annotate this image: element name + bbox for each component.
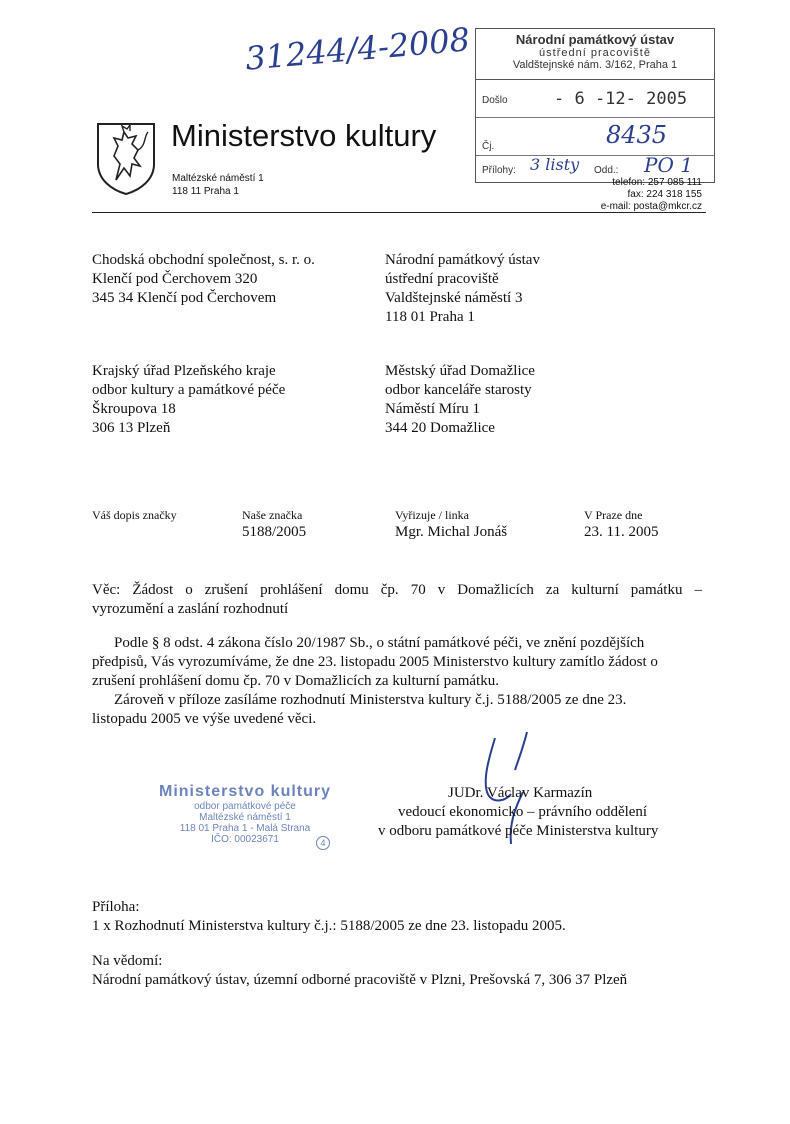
office-stamp-title: Ministerstvo kultury (158, 783, 332, 800)
ministry-address-line: 118 11 Praha 1 (172, 186, 239, 197)
ministry-name: Ministerstvo kultury (171, 118, 437, 153)
contact-email: e-mail: posta@mkcr.cz (600, 201, 702, 212)
addressee-2 (385, 251, 540, 327)
address-line: 345 34 Klenčí pod Čerchovem (92, 290, 277, 306)
subject (92, 581, 702, 619)
signatory-name: JUDr. Václav Karmazín (448, 785, 593, 801)
addressee-1 (92, 251, 315, 308)
contact-fax: fax: 224 318 155 (627, 189, 702, 200)
stamp-received-label: Došlo (482, 95, 508, 106)
stamp-cj-label: Čj. (482, 141, 495, 152)
office-stamp-line: odbor památkové péče (194, 801, 296, 812)
stamp-cj-value: 8435 (606, 121, 668, 149)
ref-your-label: Váš dopis značky (92, 508, 177, 522)
notice-label: Na vědomí: (92, 953, 163, 969)
contact-phone: telefon: 257 085 111 (612, 177, 702, 188)
stamp-attachments-label: Přílohy: (482, 165, 516, 176)
address-line: odbor kultury a památkové péče (92, 382, 286, 398)
receipt-stamp (475, 28, 715, 183)
address-line: Náměstí Míru 1 (385, 401, 480, 417)
stamp-attachments-value: 3 listy (530, 155, 580, 174)
body-paragraph-1 (92, 634, 702, 691)
body-line: zrušení prohlášení domu čp. 70 v Domažlicích za kulturní památku. (92, 673, 499, 689)
office-stamp-line: Maltézské náměstí 1 (199, 812, 291, 823)
body-line: Zároveň v příloze zasíláme rozhodnutí Ministerstva kultury č.j. 5188/2005 ze dne 23. (114, 692, 627, 708)
address-line: Krajský úřad Plzeňského kraje (92, 363, 276, 379)
attachment-text: 1 x Rozhodnutí Ministerstva kultury č.j.: 5188/2005 ze dne 23. listopadu 2005. (92, 918, 566, 934)
ref-date-value: 23. 11. 2005 (584, 524, 659, 540)
body-line: listopadu 2005 ve výše uvedené věci. (92, 711, 317, 727)
attachment-label: Příloha: (92, 899, 140, 915)
office-stamp-number: 4 (316, 836, 330, 850)
body-line: předpisů, Vás vyrozumíváme, že dne 23. listopadu 2005 Ministerstvo kultury zamítlo žádost o (92, 654, 658, 670)
ministry-address (172, 172, 264, 198)
ref-date-label: V Praze dne (584, 508, 643, 522)
stamp-odd-value: PO 1 (644, 153, 693, 177)
office-stamp-line: IČO: 00023671 (211, 834, 279, 845)
body-paragraph-2 (92, 691, 702, 729)
addressee-3 (92, 362, 285, 438)
address-line: Klenčí pod Čerchovem 320 (92, 271, 258, 287)
subject-line-1: Věc: Žádost o zrušení prohlášení domu čp. 70 v Domažlicích za kulturní památku – (92, 582, 702, 598)
addressee-4 (385, 362, 535, 438)
stamp-address: Valdštejnské nám. 3/162, Praha 1 (512, 59, 678, 71)
signatory-role-1: vedoucí ekonomicko – právního oddělení (398, 804, 648, 820)
address-line: Chodská obchodní společnost, s. r. o. (92, 252, 315, 268)
address-line: 306 13 Plzeň (92, 420, 171, 436)
address-line: 118 01 Praha 1 (385, 309, 475, 325)
handwritten-reference: 31244/4-2008 (243, 20, 472, 78)
notice-text: Národní památkový ústav, územní odborné pracoviště v Plzni, Prešovská 7, 306 37 Plzeň (92, 972, 628, 988)
stamp-odd-label: Odd.: (594, 165, 619, 176)
address-line: Škroupova 18 (92, 401, 176, 417)
stamp-dept: ústřední pracoviště (539, 47, 651, 59)
stamp-received-date: - 6 -12- 2005 (554, 89, 688, 109)
address-line: ústřední pracoviště (385, 271, 499, 287)
office-stamp (150, 783, 340, 845)
subject-line-2: vyrozumění a zaslání rozhodnutí (92, 601, 289, 617)
ministry-address-line: Maltézské náměstí 1 (172, 173, 264, 184)
ministry-contact (572, 177, 702, 213)
address-line: 344 20 Domažlice (385, 420, 495, 436)
address-line: odbor kanceláře starosty (385, 382, 532, 398)
body-line: Podle § 8 odst. 4 zákona číslo 20/1987 Sb., o státní památkové péči, ve znění pozdějších (114, 635, 645, 651)
address-line: Národní památkový ústav (385, 252, 540, 268)
ref-our-label: Naše značka (242, 508, 303, 522)
coat-of-arms-icon (94, 120, 158, 196)
ref-handler-label: Vyřizuje / linka (395, 508, 469, 522)
office-stamp-line: 118 01 Praha 1 - Malá Strana (179, 823, 311, 834)
address-line: Městský úřad Domažlice (385, 363, 535, 379)
address-line: Valdštejnské náměstí 3 (385, 290, 523, 306)
signatory-role-2: v odboru památkové péče Ministerstva kultury (378, 823, 659, 839)
stamp-institution: Národní památkový ústav (515, 32, 675, 47)
ref-our-value: 5188/2005 (242, 524, 307, 540)
header-divider (92, 212, 706, 213)
ref-handler-value: Mgr. Michal Jonáš (395, 524, 508, 540)
